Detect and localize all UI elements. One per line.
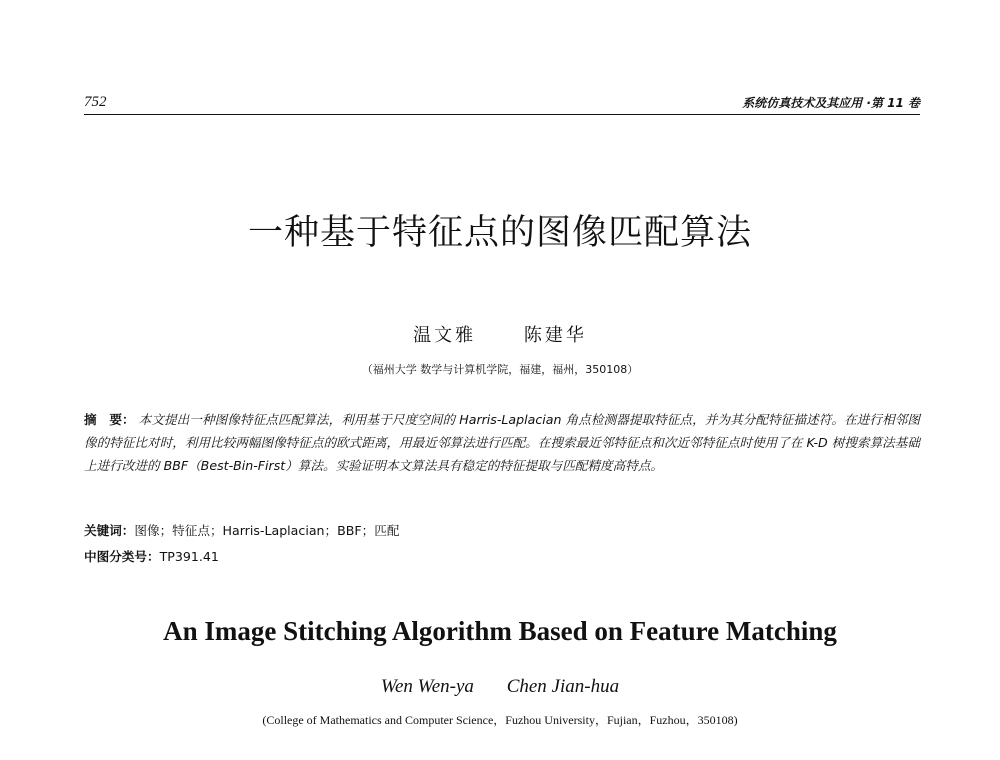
author-en-2: Chen Jian-hua <box>506 676 620 697</box>
english-affiliation: (College of Mathematics and Computer Science，Fuzhou University，Fujian，Fuzhou，350108) <box>262 713 738 727</box>
author-en-1: Wen Wen-ya <box>380 676 474 697</box>
author-cn-1: 温文雅 <box>413 325 477 346</box>
keywords <box>84 520 920 539</box>
abstract-label: 摘 要： <box>84 412 135 427</box>
english-title: An Image Stitching Algorithm Based on Feature Matching <box>163 616 837 646</box>
classification-number <box>84 546 920 565</box>
english-authors <box>0 676 1000 698</box>
journal-name: 系统仿真技术及其应用 ·第 11 卷 <box>742 96 920 110</box>
chinese-title: 一种基于特征点的图像匹配算法 <box>247 213 752 253</box>
clc-label: 中图分类号： <box>84 549 160 564</box>
abstract <box>84 408 920 477</box>
keywords-text: 图像；特征点；Harris-Laplacian；BBF；匹配 <box>134 523 400 538</box>
author-cn-2: 陈建华 <box>523 325 587 346</box>
chinese-authors <box>0 321 1000 347</box>
keywords-label: 关键词： <box>84 523 135 538</box>
clc-text: TP391.41 <box>159 549 219 564</box>
running-header <box>84 92 920 115</box>
chinese-affiliation: （福州大学 数学与计算机学院，福建，福州，350108） <box>361 363 639 376</box>
page-number: 752 <box>84 94 107 110</box>
abstract-text: 本文提出一种图像特征点匹配算法，利用基于尺度空间的 Harris-Laplacian 角点检测器提取特征点，并为其分配特征描述符。在进行相邻图像的特征比对时，利用比较两幅图像特征点的欧式距离，用最近邻算法进行匹配。在搜索最近邻特征点和次近邻特征点时使用了在 K-D 树搜索算法基础上进行改进的 BBF（Best-Bin-First）算法。实验证明本文算法具有稳定的特征提取与匹配精度高特点。 <box>84 412 920 473</box>
